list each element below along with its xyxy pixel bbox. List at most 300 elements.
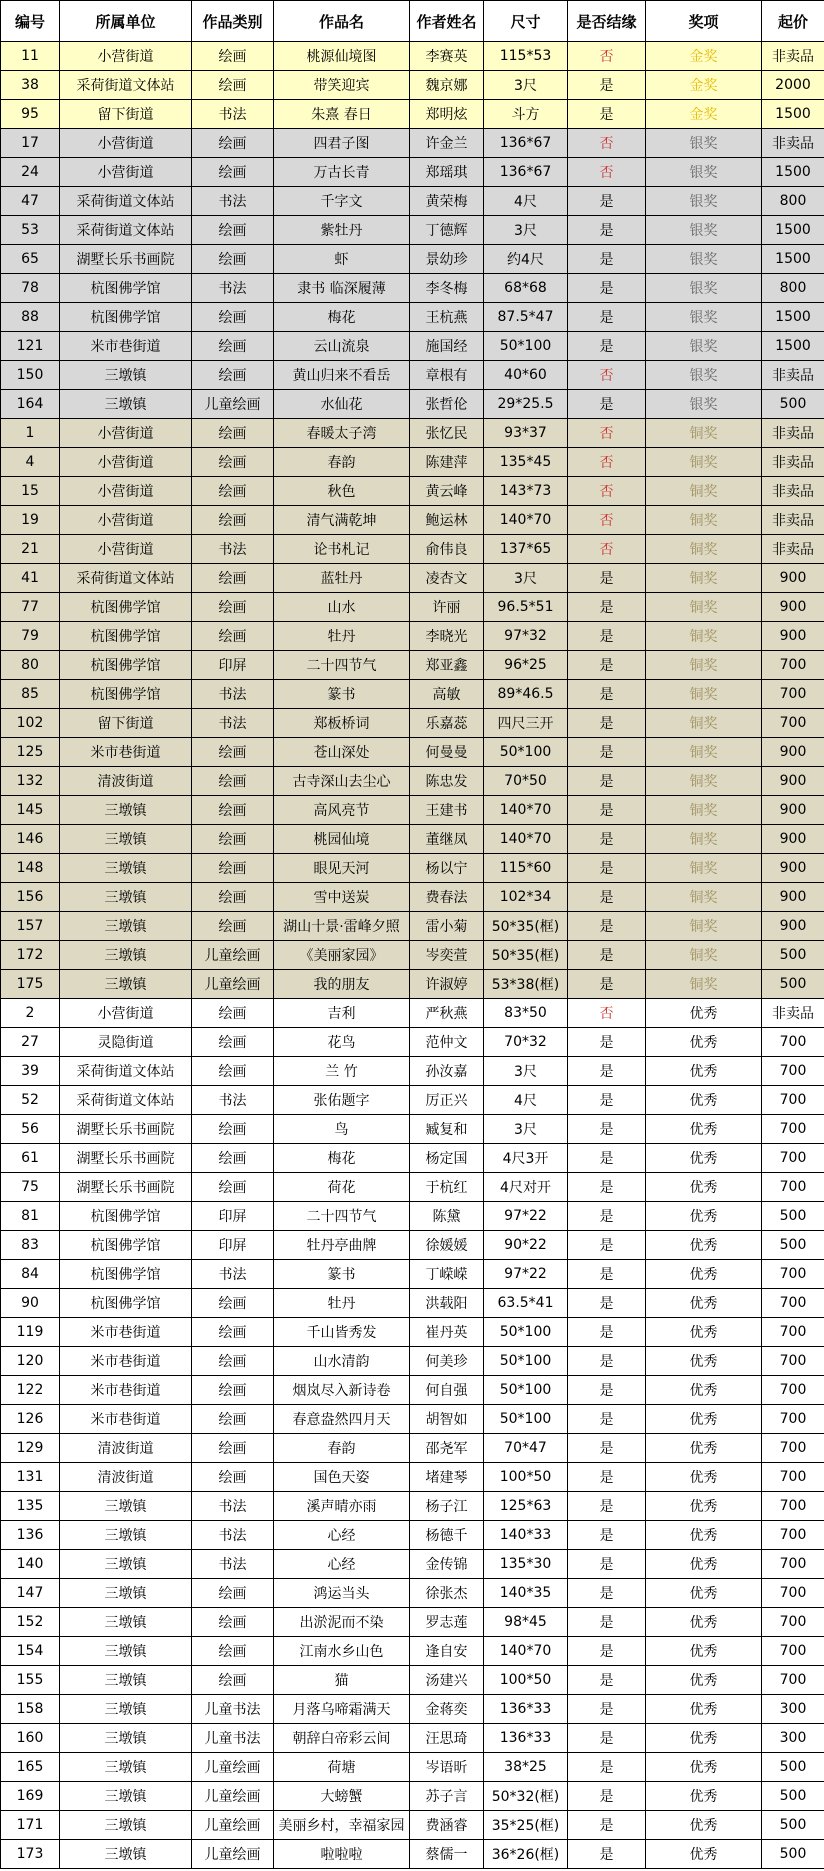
cell-size: 93*37 xyxy=(484,419,568,448)
table-row xyxy=(1,1608,824,1637)
table-row xyxy=(1,245,824,274)
cell-category: 绘画 xyxy=(192,1289,274,1318)
cell-unit: 三墩镇 xyxy=(60,1753,192,1782)
table-row xyxy=(1,71,824,100)
cell-unit: 采荷街道文体站 xyxy=(60,564,192,593)
cell-award: 金奖 xyxy=(646,71,762,100)
cell-category: 绘画 xyxy=(192,1318,274,1347)
cell-price: 700 xyxy=(762,1434,824,1463)
table-row xyxy=(1,1521,824,1550)
table-row xyxy=(1,680,824,709)
cell-donate: 否 xyxy=(568,361,646,390)
cell-id: 150 xyxy=(1,361,60,390)
cell-id: 164 xyxy=(1,390,60,419)
cell-award: 铜奖 xyxy=(646,419,762,448)
cell-unit: 小营街道 xyxy=(60,419,192,448)
cell-category: 绘画 xyxy=(192,42,274,71)
table-row xyxy=(1,1405,824,1434)
cell-category: 儿童绘画 xyxy=(192,941,274,970)
cell-unit: 三墩镇 xyxy=(60,970,192,999)
cell-category: 绘画 xyxy=(192,129,274,158)
cell-id: 90 xyxy=(1,1289,60,1318)
table-row xyxy=(1,361,824,390)
cell-title: 心经 xyxy=(274,1550,410,1579)
cell-author: 李晓光 xyxy=(410,622,484,651)
cell-author: 王建书 xyxy=(410,796,484,825)
cell-donate: 是 xyxy=(568,883,646,912)
cell-id: 148 xyxy=(1,854,60,883)
cell-price: 2000 xyxy=(762,71,824,100)
table-row xyxy=(1,622,824,651)
cell-award: 银奖 xyxy=(646,390,762,419)
table-row xyxy=(1,709,824,738)
cell-award: 优秀 xyxy=(646,1492,762,1521)
cell-author: 施国经 xyxy=(410,332,484,361)
cell-unit: 杭图佛学馆 xyxy=(60,1260,192,1289)
table-row xyxy=(1,970,824,999)
cell-id: 38 xyxy=(1,71,60,100)
cell-id: 80 xyxy=(1,651,60,680)
cell-size: 3尺 xyxy=(484,1115,568,1144)
table-row xyxy=(1,477,824,506)
cell-donate: 是 xyxy=(568,1405,646,1434)
cell-title: 黄山归来不看岳 xyxy=(274,361,410,390)
cell-category: 儿童绘画 xyxy=(192,1840,274,1869)
cell-author: 章根有 xyxy=(410,361,484,390)
cell-title: 朱熹 春日 xyxy=(274,100,410,129)
cell-category: 绘画 xyxy=(192,332,274,361)
cell-award: 铜奖 xyxy=(646,912,762,941)
cell-category: 绘画 xyxy=(192,448,274,477)
cell-id: 95 xyxy=(1,100,60,129)
cell-category: 绘画 xyxy=(192,158,274,187)
cell-id: 102 xyxy=(1,709,60,738)
header-award: 奖项 xyxy=(646,1,762,42)
cell-title: 论书札记 xyxy=(274,535,410,564)
cell-size: 83*50 xyxy=(484,999,568,1028)
cell-donate: 是 xyxy=(568,1463,646,1492)
cell-award: 银奖 xyxy=(646,361,762,390)
cell-price: 非卖品 xyxy=(762,448,824,477)
cell-unit: 小营街道 xyxy=(60,506,192,535)
cell-size: 135*30 xyxy=(484,1550,568,1579)
cell-price: 700 xyxy=(762,1057,824,1086)
cell-donate: 否 xyxy=(568,129,646,158)
table-row xyxy=(1,1666,824,1695)
cell-unit: 湖墅长乐书画院 xyxy=(60,1144,192,1173)
cell-id: 41 xyxy=(1,564,60,593)
cell-award: 铜奖 xyxy=(646,738,762,767)
cell-donate: 是 xyxy=(568,1811,646,1840)
cell-award: 优秀 xyxy=(646,1289,762,1318)
cell-price: 700 xyxy=(762,1086,824,1115)
cell-category: 绘画 xyxy=(192,361,274,390)
cell-unit: 采荷街道文体站 xyxy=(60,1086,192,1115)
cell-award: 优秀 xyxy=(646,1724,762,1753)
cell-size: 29*25.5 xyxy=(484,390,568,419)
cell-price: 700 xyxy=(762,1376,824,1405)
cell-price: 700 xyxy=(762,1666,824,1695)
cell-author: 张忆民 xyxy=(410,419,484,448)
cell-title: 月落乌啼霜满天 xyxy=(274,1695,410,1724)
cell-id: 88 xyxy=(1,303,60,332)
cell-award: 铜奖 xyxy=(646,535,762,564)
cell-author: 徐媛媛 xyxy=(410,1231,484,1260)
cell-donate: 是 xyxy=(568,71,646,100)
cell-award: 铜奖 xyxy=(646,593,762,622)
cell-donate: 是 xyxy=(568,1550,646,1579)
cell-size: 50*35(框) xyxy=(484,941,568,970)
cell-author: 丁德辉 xyxy=(410,216,484,245)
cell-category: 绘画 xyxy=(192,796,274,825)
cell-id: 11 xyxy=(1,42,60,71)
cell-size: 136*33 xyxy=(484,1695,568,1724)
table-row xyxy=(1,825,824,854)
header-title: 作品名 xyxy=(274,1,410,42)
cell-donate: 是 xyxy=(568,1173,646,1202)
cell-id: 173 xyxy=(1,1840,60,1869)
cell-size: 90*22 xyxy=(484,1231,568,1260)
cell-unit: 三墩镇 xyxy=(60,1724,192,1753)
cell-id: 53 xyxy=(1,216,60,245)
cell-author: 汤建兴 xyxy=(410,1666,484,1695)
cell-author: 杨德千 xyxy=(410,1521,484,1550)
cell-id: 147 xyxy=(1,1579,60,1608)
cell-size: 3尺 xyxy=(484,564,568,593)
cell-author: 雷小菊 xyxy=(410,912,484,941)
table-row xyxy=(1,1550,824,1579)
cell-title: 篆书 xyxy=(274,1260,410,1289)
cell-title: 张佑题字 xyxy=(274,1086,410,1115)
header-author: 作者姓名 xyxy=(410,1,484,42)
cell-unit: 三墩镇 xyxy=(60,796,192,825)
table-row xyxy=(1,564,824,593)
cell-award: 优秀 xyxy=(646,1637,762,1666)
cell-author: 汪思琦 xyxy=(410,1724,484,1753)
table-row xyxy=(1,1231,824,1260)
cell-title: 鸿运当头 xyxy=(274,1579,410,1608)
cell-size: 115*53 xyxy=(484,42,568,71)
cell-size: 4尺 xyxy=(484,187,568,216)
cell-donate: 是 xyxy=(568,825,646,854)
cell-title: 虾 xyxy=(274,245,410,274)
table-row xyxy=(1,274,824,303)
cell-unit: 湖墅长乐书画院 xyxy=(60,1173,192,1202)
cell-donate: 是 xyxy=(568,1057,646,1086)
cell-id: 135 xyxy=(1,1492,60,1521)
cell-size: 53*38(框) xyxy=(484,970,568,999)
cell-author: 厉正兴 xyxy=(410,1086,484,1115)
cell-id: 47 xyxy=(1,187,60,216)
cell-id: 77 xyxy=(1,593,60,622)
cell-title: 水仙花 xyxy=(274,390,410,419)
cell-id: 81 xyxy=(1,1202,60,1231)
cell-author: 郑明炫 xyxy=(410,100,484,129)
cell-donate: 是 xyxy=(568,245,646,274)
cell-author: 岑语昕 xyxy=(410,1753,484,1782)
cell-price: 900 xyxy=(762,767,824,796)
cell-id: 15 xyxy=(1,477,60,506)
cell-price: 900 xyxy=(762,912,824,941)
table-row xyxy=(1,1579,824,1608)
cell-unit: 三墩镇 xyxy=(60,825,192,854)
cell-size: 70*32 xyxy=(484,1028,568,1057)
cell-category: 书法 xyxy=(192,1550,274,1579)
cell-award: 铜奖 xyxy=(646,448,762,477)
cell-size: 140*70 xyxy=(484,825,568,854)
cell-donate: 否 xyxy=(568,448,646,477)
table-row xyxy=(1,1144,824,1173)
cell-id: 83 xyxy=(1,1231,60,1260)
cell-price: 1500 xyxy=(762,216,824,245)
cell-title: 春韵 xyxy=(274,1434,410,1463)
cell-title: 牡丹 xyxy=(274,1289,410,1318)
cell-size: 70*47 xyxy=(484,1434,568,1463)
cell-donate: 是 xyxy=(568,1608,646,1637)
cell-title: 梅花 xyxy=(274,1144,410,1173)
cell-donate: 是 xyxy=(568,622,646,651)
cell-unit: 杭图佛学馆 xyxy=(60,1202,192,1231)
cell-size: 140*70 xyxy=(484,796,568,825)
cell-donate: 否 xyxy=(568,535,646,564)
cell-price: 500 xyxy=(762,1202,824,1231)
cell-unit: 杭图佛学馆 xyxy=(60,1289,192,1318)
cell-title: 紫牡丹 xyxy=(274,216,410,245)
cell-donate: 是 xyxy=(568,651,646,680)
table-row xyxy=(1,303,824,332)
cell-award: 优秀 xyxy=(646,1608,762,1637)
cell-donate: 是 xyxy=(568,854,646,883)
cell-author: 苏子言 xyxy=(410,1782,484,1811)
cell-id: 160 xyxy=(1,1724,60,1753)
cell-unit: 三墩镇 xyxy=(60,1811,192,1840)
cell-size: 136*67 xyxy=(484,129,568,158)
cell-author: 许金兰 xyxy=(410,129,484,158)
table-row xyxy=(1,651,824,680)
cell-donate: 是 xyxy=(568,216,646,245)
cell-size: 140*70 xyxy=(484,506,568,535)
cell-title: 美丽乡村，幸福家园 xyxy=(274,1811,410,1840)
cell-size: 36*26(框) xyxy=(484,1840,568,1869)
header-price: 起价 xyxy=(762,1,824,42)
table-row xyxy=(1,854,824,883)
cell-donate: 是 xyxy=(568,970,646,999)
cell-author: 徐张杰 xyxy=(410,1579,484,1608)
cell-unit: 三墩镇 xyxy=(60,1579,192,1608)
cell-id: 132 xyxy=(1,767,60,796)
cell-donate: 是 xyxy=(568,796,646,825)
cell-unit: 杭图佛学馆 xyxy=(60,622,192,651)
cell-id: 75 xyxy=(1,1173,60,1202)
cell-unit: 采荷街道文体站 xyxy=(60,187,192,216)
cell-unit: 小营街道 xyxy=(60,42,192,71)
cell-award: 优秀 xyxy=(646,1579,762,1608)
cell-size: 96*25 xyxy=(484,651,568,680)
cell-price: 900 xyxy=(762,854,824,883)
cell-unit: 杭图佛学馆 xyxy=(60,680,192,709)
cell-title: 山水 xyxy=(274,593,410,622)
cell-size: 38*25 xyxy=(484,1753,568,1782)
cell-category: 绘画 xyxy=(192,1115,274,1144)
cell-unit: 清波街道 xyxy=(60,767,192,796)
cell-unit: 米市巷街道 xyxy=(60,1318,192,1347)
cell-size: 68*68 xyxy=(484,274,568,303)
cell-author: 蔡儒一 xyxy=(410,1840,484,1869)
cell-title: 烟岚尽入新诗卷 xyxy=(274,1376,410,1405)
cell-category: 儿童绘画 xyxy=(192,1782,274,1811)
cell-title: 秋色 xyxy=(274,477,410,506)
cell-title: 心经 xyxy=(274,1521,410,1550)
cell-title: 苍山深处 xyxy=(274,738,410,767)
cell-size: 50*100 xyxy=(484,1405,568,1434)
cell-award: 优秀 xyxy=(646,1666,762,1695)
cell-unit: 三墩镇 xyxy=(60,854,192,883)
header-row xyxy=(1,1,824,42)
cell-unit: 采荷街道文体站 xyxy=(60,216,192,245)
cell-author: 李赛英 xyxy=(410,42,484,71)
cell-price: 900 xyxy=(762,796,824,825)
cell-id: 19 xyxy=(1,506,60,535)
table-row xyxy=(1,767,824,796)
cell-donate: 否 xyxy=(568,506,646,535)
cell-donate: 是 xyxy=(568,1260,646,1289)
cell-id: 165 xyxy=(1,1753,60,1782)
cell-author: 臧复和 xyxy=(410,1115,484,1144)
cell-unit: 三墩镇 xyxy=(60,1840,192,1869)
table-row xyxy=(1,1289,824,1318)
cell-author: 崔丹英 xyxy=(410,1318,484,1347)
cell-id: 79 xyxy=(1,622,60,651)
cell-category: 绘画 xyxy=(192,477,274,506)
cell-id: 146 xyxy=(1,825,60,854)
cell-price: 700 xyxy=(762,1115,824,1144)
cell-unit: 三墩镇 xyxy=(60,883,192,912)
cell-category: 儿童绘画 xyxy=(192,1753,274,1782)
table-row xyxy=(1,448,824,477)
cell-award: 优秀 xyxy=(646,1405,762,1434)
cell-size: 136*67 xyxy=(484,158,568,187)
cell-price: 500 xyxy=(762,970,824,999)
cell-title: 猫 xyxy=(274,1666,410,1695)
table-row xyxy=(1,1753,824,1782)
cell-donate: 是 xyxy=(568,593,646,622)
cell-category: 绘画 xyxy=(192,419,274,448)
cell-id: 136 xyxy=(1,1521,60,1550)
cell-size: 140*70 xyxy=(484,1637,568,1666)
cell-size: 140*35 xyxy=(484,1579,568,1608)
cell-unit: 小营街道 xyxy=(60,535,192,564)
cell-price: 500 xyxy=(762,1811,824,1840)
cell-author: 丁嵘嵘 xyxy=(410,1260,484,1289)
cell-author: 范仲文 xyxy=(410,1028,484,1057)
cell-unit: 清波街道 xyxy=(60,1463,192,1492)
cell-id: 120 xyxy=(1,1347,60,1376)
cell-author: 郑亚鑫 xyxy=(410,651,484,680)
cell-size: 50*100 xyxy=(484,1318,568,1347)
cell-size: 89*46.5 xyxy=(484,680,568,709)
cell-award: 铜奖 xyxy=(646,709,762,738)
cell-title: 四君子图 xyxy=(274,129,410,158)
cell-category: 绘画 xyxy=(192,1434,274,1463)
cell-unit: 小营街道 xyxy=(60,999,192,1028)
cell-title: 湖山十景·雷峰夕照 xyxy=(274,912,410,941)
cell-id: 126 xyxy=(1,1405,60,1434)
cell-award: 优秀 xyxy=(646,1782,762,1811)
cell-unit: 米市巷街道 xyxy=(60,332,192,361)
cell-title: 春暖太子湾 xyxy=(274,419,410,448)
cell-award: 铜奖 xyxy=(646,883,762,912)
cell-author: 魏京娜 xyxy=(410,71,484,100)
cell-category: 儿童绘画 xyxy=(192,390,274,419)
cell-author: 黄云峰 xyxy=(410,477,484,506)
cell-category: 书法 xyxy=(192,100,274,129)
cell-price: 700 xyxy=(762,709,824,738)
cell-category: 绘画 xyxy=(192,825,274,854)
cell-size: 97*22 xyxy=(484,1260,568,1289)
cell-price: 700 xyxy=(762,1289,824,1318)
cell-title: 大螃蟹 xyxy=(274,1782,410,1811)
cell-price: 800 xyxy=(762,274,824,303)
cell-size: 50*100 xyxy=(484,738,568,767)
cell-title: 篆书 xyxy=(274,680,410,709)
cell-price: 非卖品 xyxy=(762,477,824,506)
cell-unit: 三墩镇 xyxy=(60,390,192,419)
cell-price: 非卖品 xyxy=(762,42,824,71)
cell-size: 97*22 xyxy=(484,1202,568,1231)
cell-unit: 小营街道 xyxy=(60,477,192,506)
cell-award: 铜奖 xyxy=(646,796,762,825)
cell-category: 绘画 xyxy=(192,767,274,796)
cell-id: 56 xyxy=(1,1115,60,1144)
cell-award: 优秀 xyxy=(646,1173,762,1202)
cell-unit: 三墩镇 xyxy=(60,361,192,390)
cell-author: 罗志莲 xyxy=(410,1608,484,1637)
cell-price: 700 xyxy=(762,1173,824,1202)
table-row xyxy=(1,1318,824,1347)
cell-unit: 湖墅长乐书画院 xyxy=(60,1115,192,1144)
cell-donate: 是 xyxy=(568,912,646,941)
cell-id: 131 xyxy=(1,1463,60,1492)
cell-award: 银奖 xyxy=(646,245,762,274)
cell-category: 书法 xyxy=(192,709,274,738)
cell-id: 175 xyxy=(1,970,60,999)
cell-unit: 小营街道 xyxy=(60,158,192,187)
cell-award: 铜奖 xyxy=(646,767,762,796)
cell-unit: 留下街道 xyxy=(60,100,192,129)
cell-author: 邵尧军 xyxy=(410,1434,484,1463)
cell-price: 700 xyxy=(762,1463,824,1492)
cell-category: 绘画 xyxy=(192,999,274,1028)
cell-award: 优秀 xyxy=(646,999,762,1028)
table-row xyxy=(1,42,824,71)
cell-category: 绘画 xyxy=(192,216,274,245)
cell-author: 杨定国 xyxy=(410,1144,484,1173)
table-row xyxy=(1,796,824,825)
table-row xyxy=(1,129,824,158)
cell-category: 印屏 xyxy=(192,1231,274,1260)
table-row xyxy=(1,506,824,535)
cell-id: 158 xyxy=(1,1695,60,1724)
cell-author: 许淑婷 xyxy=(410,970,484,999)
cell-donate: 是 xyxy=(568,767,646,796)
cell-price: 500 xyxy=(762,1840,824,1869)
table-row xyxy=(1,1028,824,1057)
cell-category: 绘画 xyxy=(192,1376,274,1405)
cell-price: 300 xyxy=(762,1695,824,1724)
cell-size: 87.5*47 xyxy=(484,303,568,332)
cell-title: 啦啦啦 xyxy=(274,1840,410,1869)
cell-size: 4尺对开 xyxy=(484,1173,568,1202)
